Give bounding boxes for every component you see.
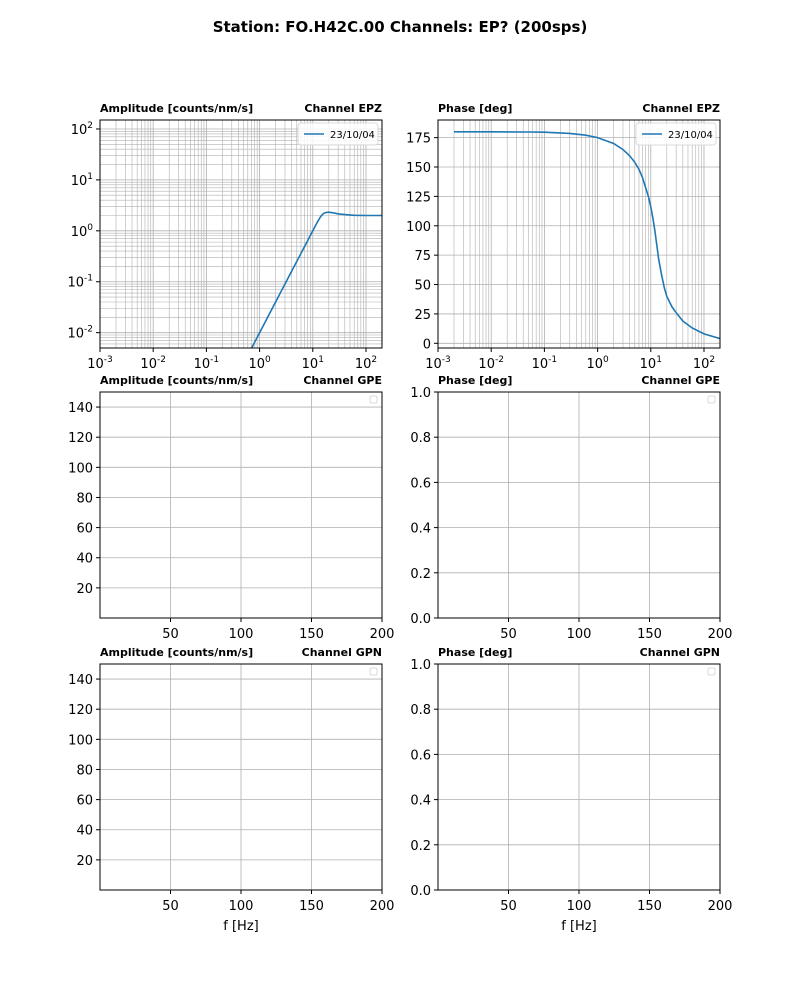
y-tick-label: 150 [406,161,431,177]
x-tick-label: 100 [228,627,254,642]
x-tick-label: $10^1$ [301,355,324,372]
y-tick-label: 100 [68,461,93,477]
panel-bottom-right [410,646,732,934]
grid-lines [438,392,720,618]
x-tick-label: $10^{-2}$ [140,355,166,372]
x-tick-label: $10^0$ [586,355,609,372]
y-tick-label: $10^2$ [70,120,93,138]
x-tick-label: 100 [566,899,592,914]
panel-title-right: Channel EPZ [642,102,720,115]
y-tick-label: 1.0 [410,658,431,673]
legend-box-empty [370,668,377,675]
y-tick-label: 0.2 [410,566,431,582]
legend-label: 23/10/04 [668,130,713,141]
x-axis-label: f [Hz] [223,919,259,934]
y-tick-label: 0.6 [410,476,431,492]
legend-box-empty [708,668,715,675]
x-tick-label: $10^0$ [248,355,271,372]
y-tick-label: 40 [76,823,93,839]
y-tick-label: 175 [406,131,431,147]
x-tick-label: 200 [707,899,733,914]
panel-title-left: Amplitude [counts/nm/s] [100,374,254,387]
y-tick-label: 0.0 [410,612,431,627]
y-tick-label: 0.8 [410,431,431,447]
y-tick-label: 40 [76,551,93,567]
y-tick-label: 140 [68,673,93,689]
x-tick-label: 50 [500,899,517,914]
legend-box-empty [708,396,715,403]
y-tick-label: 80 [76,491,93,507]
panel-title-left: Amplitude [counts/nm/s] [100,102,254,115]
y-tick-label: 60 [76,521,93,537]
y-tick-label: 20 [76,581,93,597]
x-tick-label: 100 [566,627,592,642]
y-tick-label: 20 [76,853,93,869]
legend-box-empty [370,396,377,403]
axes-frame [100,120,382,348]
x-tick-label: $10^{-1}$ [193,355,220,372]
x-tick-label: 100 [228,899,254,914]
x-tick-label: 150 [299,899,324,914]
y-tick-label: 75 [414,249,431,265]
y-tick-label: 100 [406,219,431,235]
y-tick-label: 0.2 [410,838,431,854]
series-line [251,212,382,348]
x-tick-label: 150 [637,627,662,642]
grid-lines [438,664,720,890]
x-tick-label: $10^{-3}$ [425,355,451,372]
y-tick-label: 140 [68,401,93,417]
x-tick-label: 50 [162,899,179,914]
y-tick-label: 0.4 [410,793,431,809]
panel-title-right: Channel GPN [301,646,382,659]
y-tick-label: $10^{-2}$ [67,324,93,342]
x-tick-label: $10^{-1}$ [531,355,558,372]
y-tick-label: 80 [76,763,93,779]
x-tick-label: 50 [162,627,179,642]
x-tick-label: 150 [637,899,662,914]
panel-title-left: Phase [deg] [438,102,513,115]
legend-label: 23/10/04 [330,130,375,141]
x-tick-label: $10^1$ [639,355,662,372]
x-tick-label: 50 [500,627,517,642]
x-tick-label: $10^{-2}$ [478,355,504,372]
y-tick-label: 50 [414,278,431,294]
panel-title-right: Channel GPE [303,374,382,387]
y-tick-label: $10^{-1}$ [67,273,93,291]
panel-middle-left [68,374,394,642]
y-tick-label: 1.0 [410,386,431,401]
x-axis-label: f [Hz] [561,919,597,934]
panel-title-right: Channel EPZ [304,102,382,115]
y-tick-label: $10^1$ [70,171,93,189]
y-tick-label: 100 [68,733,93,749]
y-tick-label: $10^0$ [70,222,93,240]
x-tick-label: $10^2$ [354,355,378,372]
series-line [454,132,720,339]
panel-middle-right [410,374,732,642]
x-tick-label: $10^2$ [692,355,716,372]
y-tick-label: 0.4 [410,521,431,537]
panel-title-left: Phase [deg] [438,374,513,387]
figure-title: Station: FO.H42C.00 Channels: EP? (200sps) [212,18,588,36]
panel-bottom-left [68,646,394,934]
x-tick-label: 200 [369,627,395,642]
y-tick-label: 120 [68,703,93,719]
x-tick-label: $10^{-3}$ [87,355,113,372]
y-tick-label: 0.0 [410,884,431,899]
grid-lines [100,120,382,348]
x-tick-label: 200 [707,627,733,642]
panel-title-right: Channel GPE [641,374,720,387]
x-tick-label: 200 [369,899,395,914]
panel-top-left [67,102,382,372]
y-tick-label: 25 [414,307,431,323]
grid-lines [100,664,382,890]
y-tick-label: 125 [406,190,431,206]
y-tick-label: 0.8 [410,703,431,719]
panel-title-right: Channel GPN [639,646,720,659]
y-tick-label: 0.6 [410,748,431,764]
grid-lines [100,392,382,618]
panel-title-left: Phase [deg] [438,646,513,659]
panel-title-left: Amplitude [counts/nm/s] [100,646,254,659]
x-tick-label: 150 [299,627,324,642]
y-tick-label: 0 [422,337,431,353]
panel-top-right [406,102,720,372]
y-tick-label: 120 [68,431,93,447]
y-tick-label: 60 [76,793,93,809]
